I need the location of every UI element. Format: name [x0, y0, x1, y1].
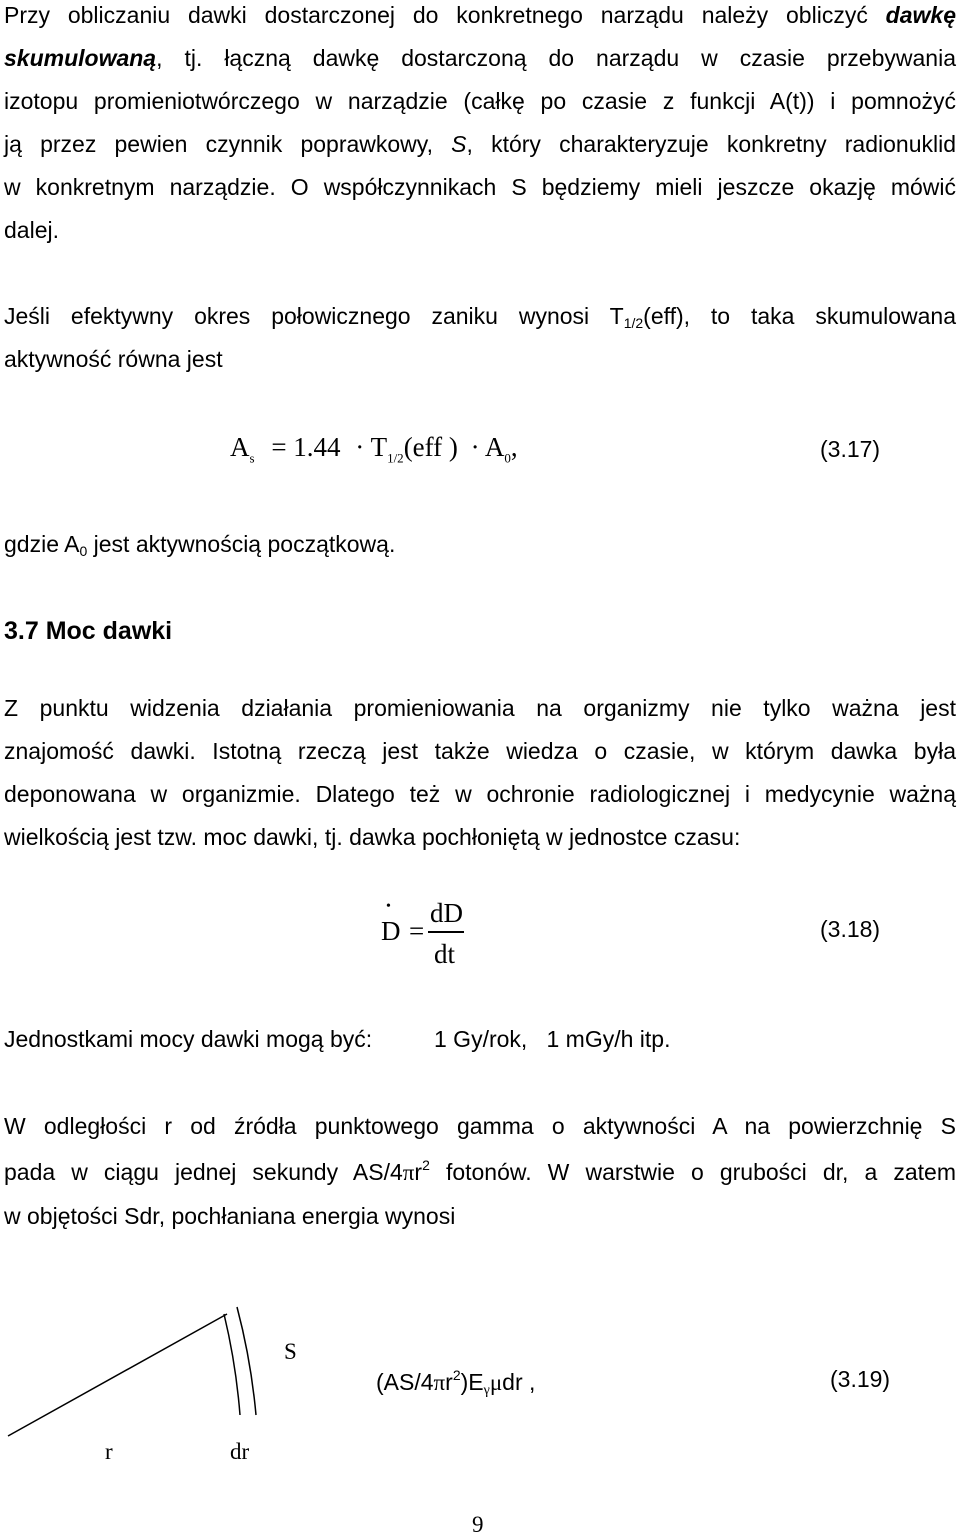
symbol-S: S	[451, 131, 467, 157]
pi-symbol: π	[402, 1160, 415, 1185]
figure-label-dr: dr	[230, 1439, 250, 1464]
eq-dot: ·	[355, 432, 365, 462]
para4-line3: deponowana w organizmie. Dlatego też w ochronie radiologicznej i medycynie ważną	[4, 781, 956, 807]
text-run: ją przez pewien czynnik poprawkowy,	[4, 131, 433, 157]
eq-numerator: dD	[430, 898, 463, 928]
text-run: )E	[460, 1369, 484, 1395]
eq-equals: =	[409, 916, 425, 946]
eq-symbol: A	[230, 432, 250, 462]
text-run: (AS/4	[376, 1369, 434, 1395]
para1-line4	[4, 133, 956, 156]
text-run: , który charakteryzuje konkretny radionuklid	[466, 131, 957, 157]
eq-symbol-D: D	[381, 916, 401, 946]
gamma-subscript: γ	[483, 1383, 490, 1398]
term-bold: dawkę	[885, 2, 956, 28]
para2-line1	[4, 305, 956, 330]
eq-dot: ·	[470, 432, 480, 462]
text-run: fotonów. W warstwie o grubości dr, a zatem	[445, 1159, 957, 1185]
cone-diagram	[0, 1300, 300, 1440]
pi-symbol: π	[433, 1370, 446, 1395]
eq-eff: (eff )	[403, 432, 458, 462]
eq-subscript: 0	[504, 450, 511, 466]
para4-line1: Z punktu widzenia działania promieniowania na organizmy nie tylko ważna jest	[4, 695, 956, 721]
para5-units: 1 Gy/rok, 1 mGy/h itp.	[434, 1026, 671, 1052]
equation-3-17	[230, 434, 518, 464]
eq-denominator: dt	[434, 939, 456, 969]
text-run: pada w ciągu jednej sekundy $AS/4\pi r^2$	[4, 1157, 430, 1185]
figure-label-S: S	[284, 1339, 297, 1364]
subscript: 0	[79, 543, 88, 559]
para1-line6: dalej.	[4, 217, 59, 243]
para4-line4: wielkością jest tzw. moc dawki, tj. dawka pochłoniętą w jednostce czasu:	[4, 824, 741, 850]
para3	[4, 533, 395, 558]
text-run: Jeśli efektywny okres połowicznego zaniku wynosi $T_{1/2}(eff)$, to taka skumulowana	[4, 303, 956, 331]
text-run: jest aktywnością początkową.	[93, 531, 396, 557]
term-bold: skumulowaną	[4, 45, 157, 71]
text-run: dr ,	[502, 1369, 536, 1395]
page-number: 9	[472, 1512, 484, 1537]
equation-number-3-17: (3.17)	[820, 436, 881, 462]
eq-symbol: T	[370, 432, 388, 462]
eq-subscript: 1/2	[387, 450, 404, 466]
eq-subscript: s	[249, 450, 255, 466]
para1-line2	[4, 47, 956, 70]
eq-comma: ,	[510, 432, 518, 462]
figure-label-r: r	[105, 1439, 113, 1464]
eq-dot-accent: •	[386, 899, 391, 914]
equation-number-3-18: (3.18)	[820, 916, 881, 942]
text-run: , tj. łączną dawkę dostarczoną do narządu w czasie przebywania	[156, 45, 956, 71]
eq-coefficient: 1.44	[293, 432, 341, 462]
equation-number-3-19: (3.19)	[830, 1366, 891, 1392]
para6-line1: W odległości r od źródła punktowego gamma o aktywności A na powierzchnię S	[4, 1113, 956, 1139]
para4-line2: znajomość dawki. Istotną rzeczą jest także wiedza o czasie, w którym dawka była	[4, 738, 956, 764]
eq-symbol: A	[484, 432, 505, 462]
mu-symbol: μ	[489, 1370, 503, 1395]
equation-3-19	[376, 1368, 535, 1398]
text-run: r	[445, 1369, 453, 1395]
para1-line3: izotopu promieniotwórczego w narządzie (całkę po czasie z funkcji A(t)) i pomnożyć	[4, 88, 956, 114]
superscript: 2	[422, 1157, 430, 1173]
para2-line2: aktywność równa jest	[4, 346, 223, 372]
section-heading: 3.7 Moc dawki	[4, 617, 173, 645]
para5-label: Jednostkami mocy dawki mogą być:	[4, 1026, 373, 1052]
para1-line1	[4, 4, 956, 27]
text-run: Przy obliczaniu dawki dostarczonej do konkretnego narządu należy obliczyć	[4, 2, 868, 28]
eq-equals: =	[271, 432, 287, 462]
cone-edge-line	[8, 1314, 227, 1436]
text-run: gdzie A	[4, 531, 80, 557]
subscript: 1/2	[623, 315, 644, 331]
para6-line3: w objętości Sdr, pochłaniana energia wynosi	[4, 1203, 456, 1229]
inner-arc	[224, 1314, 240, 1415]
fraction-bar	[428, 931, 464, 933]
para6-line2	[4, 1158, 956, 1184]
superscript: 2	[452, 1367, 461, 1383]
outer-arc	[237, 1307, 256, 1415]
para1-line5: w konkretnym narządzie. O współczynnikach S będziemy mieli jeszcze okazję mówić	[4, 174, 956, 200]
